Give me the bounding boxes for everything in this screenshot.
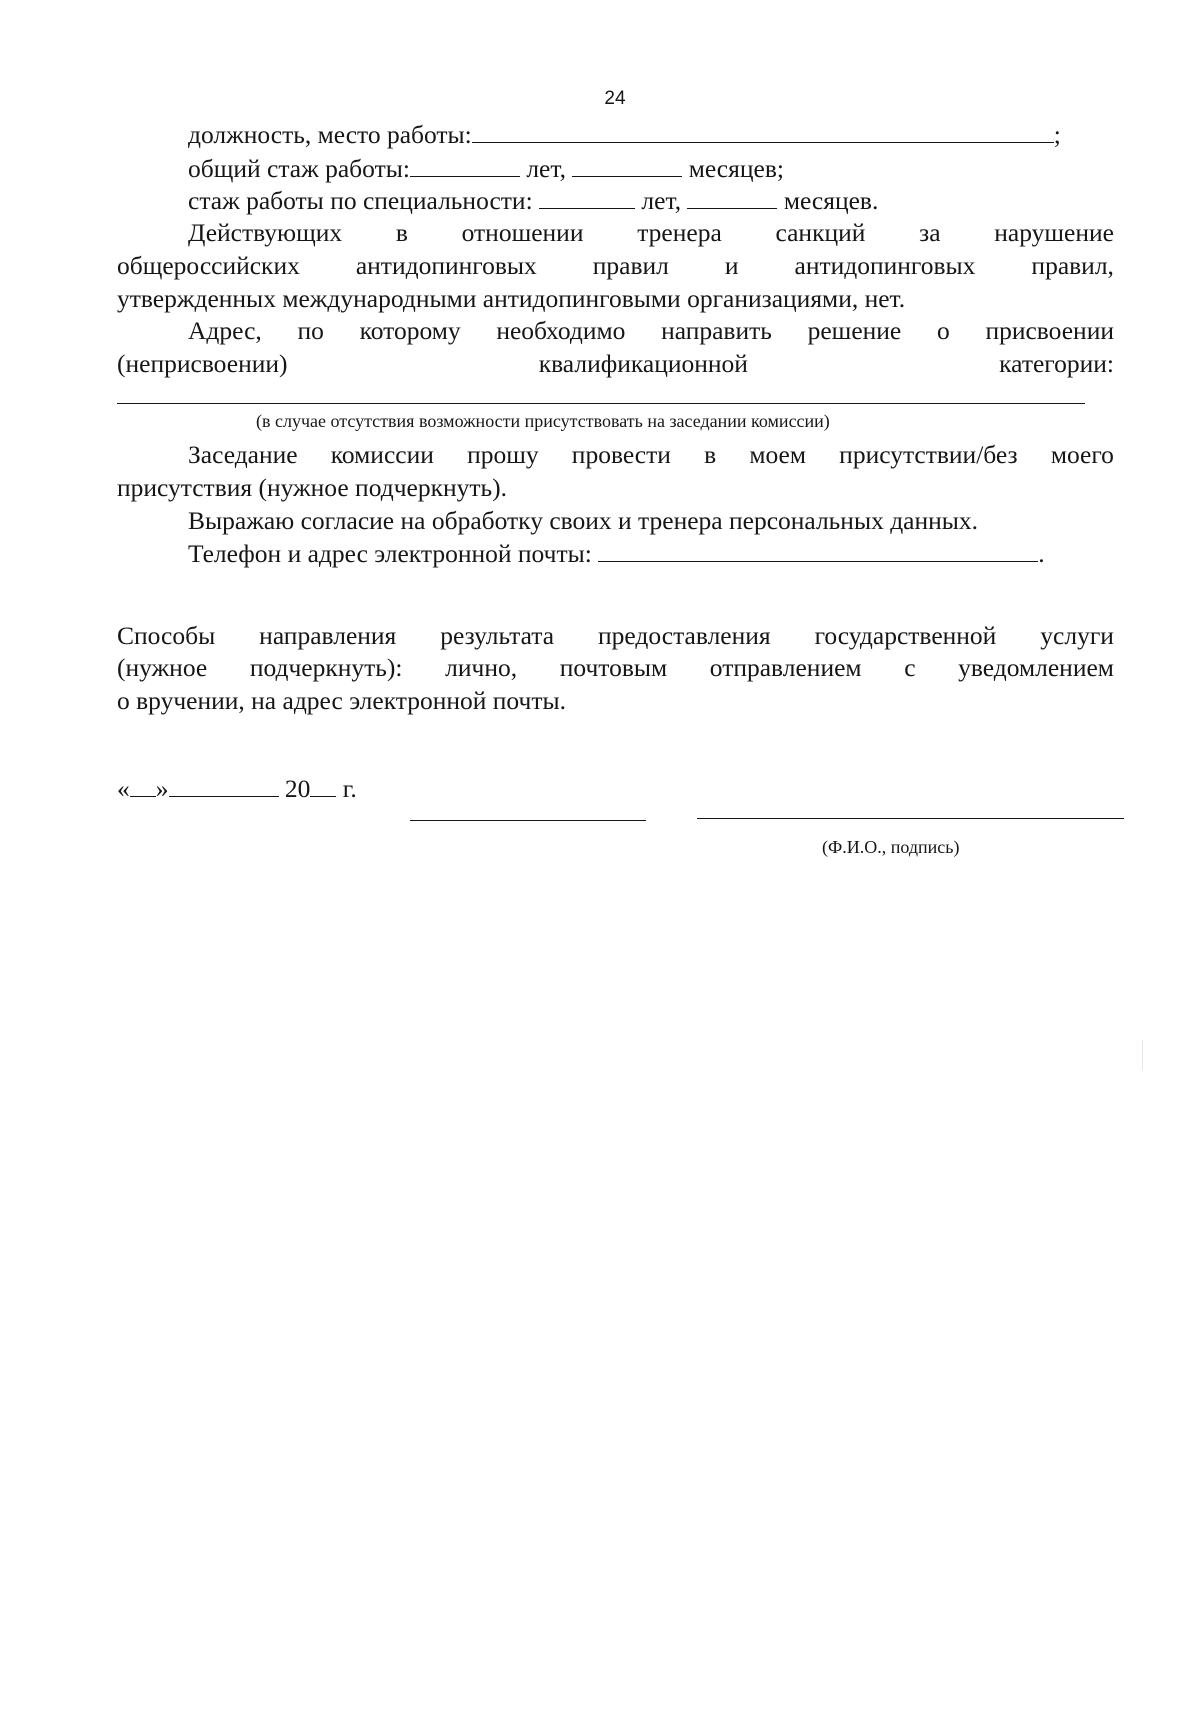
total-months-blank[interactable] — [572, 175, 682, 177]
specialty-experience-field — [188, 188, 878, 214]
word: решение — [807, 316, 902, 345]
sanctions-line-1 — [188, 220, 1114, 246]
word: в — [704, 440, 717, 469]
presence-line-2: присутствия (нужное подчеркнуть). — [117, 473, 508, 502]
date-close-quote: » — [155, 774, 169, 803]
address-blank-line[interactable] — [117, 403, 1085, 404]
scan-artifact — [1142, 1040, 1143, 1070]
word: за — [919, 218, 941, 247]
word: категории: — [999, 349, 1114, 378]
word: квалификационной — [538, 349, 748, 378]
address-line-2 — [117, 351, 1114, 377]
page-number: 24 — [604, 88, 626, 109]
year-suffix: г. — [342, 774, 357, 803]
word: правил — [592, 251, 669, 280]
year-prefix: 20 — [284, 774, 311, 803]
word: подчеркнуть): — [249, 653, 403, 682]
word: государственной — [814, 621, 997, 650]
word: о — [936, 316, 950, 345]
word: отправлением — [709, 653, 862, 682]
word: правил, — [1031, 251, 1114, 280]
position-field — [188, 122, 1061, 148]
word: антидопинговых — [355, 251, 537, 280]
delivery-line-1 — [117, 623, 1114, 649]
total-years-label: лет, — [526, 154, 566, 183]
date-field — [117, 776, 357, 802]
word: нарушение — [994, 218, 1114, 247]
word: общероссийских — [117, 251, 300, 280]
address-note: (в случае отсутствия возможности присутствовать на заседании комиссии) — [256, 411, 830, 431]
signature-blank-line[interactable] — [410, 820, 646, 821]
word: моего — [1050, 440, 1114, 469]
word: отношении — [461, 218, 584, 247]
word: санкций — [775, 218, 866, 247]
contacts-field — [188, 541, 1045, 567]
contacts-end: . — [1038, 539, 1045, 568]
word: (нужное — [117, 653, 208, 682]
month-blank[interactable] — [169, 795, 279, 797]
word: присвоении — [985, 316, 1114, 345]
year-blank[interactable] — [310, 795, 336, 797]
delivery-line-2 — [117, 655, 1114, 681]
word: и — [724, 251, 739, 280]
word: Способы — [117, 621, 216, 650]
word: (неприсвоении) — [117, 349, 288, 378]
word: провести — [571, 440, 671, 469]
word: предоставления — [598, 621, 771, 650]
position-blank[interactable] — [472, 141, 1054, 143]
day-blank[interactable] — [130, 795, 156, 797]
word: Адрес, — [188, 316, 262, 345]
word: почтовым — [559, 653, 668, 682]
total-months-label: месяцев; — [688, 154, 784, 183]
signature-caption: (Ф.И.О., подпись) — [822, 837, 960, 857]
date-open-quote: « — [117, 774, 130, 803]
word: необходимо — [496, 316, 626, 345]
word: в — [395, 218, 408, 247]
word: моем — [749, 440, 806, 469]
word: прошу — [467, 440, 539, 469]
word: результата — [440, 621, 555, 650]
total-experience-field — [188, 156, 784, 182]
word: уведомлением — [958, 653, 1114, 682]
position-label: должность, место работы: — [188, 120, 472, 149]
sanctions-line-2 — [117, 253, 1114, 279]
word: по — [297, 316, 324, 345]
word: направить — [661, 316, 772, 345]
consent-text: Выражаю согласие на обработку своих и тренера персональных данных. — [188, 506, 979, 535]
total-experience-label: общий стаж работы: — [188, 154, 410, 183]
word: направления — [259, 621, 397, 650]
word: Действующих — [188, 218, 343, 247]
sanctions-line-3: утвержденных международными антидопинговыми организациями, нет. — [117, 284, 906, 313]
word: Заседание — [188, 440, 298, 469]
word: с — [904, 653, 916, 682]
position-end: ; — [1053, 120, 1061, 149]
word: тренера — [637, 218, 722, 247]
fio-blank-line[interactable] — [697, 818, 1124, 819]
word: которому — [359, 316, 461, 345]
specialty-years-blank[interactable] — [539, 207, 635, 209]
address-line-1 — [188, 318, 1114, 344]
word: услуги — [1040, 621, 1114, 650]
word: комиссии — [330, 440, 434, 469]
total-years-blank[interactable] — [410, 175, 520, 177]
specialty-years-label: лет, — [641, 186, 682, 215]
word: присутствии/без — [839, 440, 1018, 469]
presence-line-1 — [188, 442, 1114, 468]
specialty-experience-label: стаж работы по специальности: — [188, 186, 533, 215]
specialty-months-blank[interactable] — [687, 207, 777, 209]
contacts-label: Телефон и адрес электронной почты: — [188, 539, 592, 568]
specialty-months-label: месяцев. — [783, 186, 879, 215]
word: лично, — [445, 653, 518, 682]
word: антидопинговых — [794, 251, 976, 280]
delivery-line-3: о вручении, на адрес электронной почты. — [117, 686, 567, 715]
contacts-blank[interactable] — [598, 560, 1038, 562]
